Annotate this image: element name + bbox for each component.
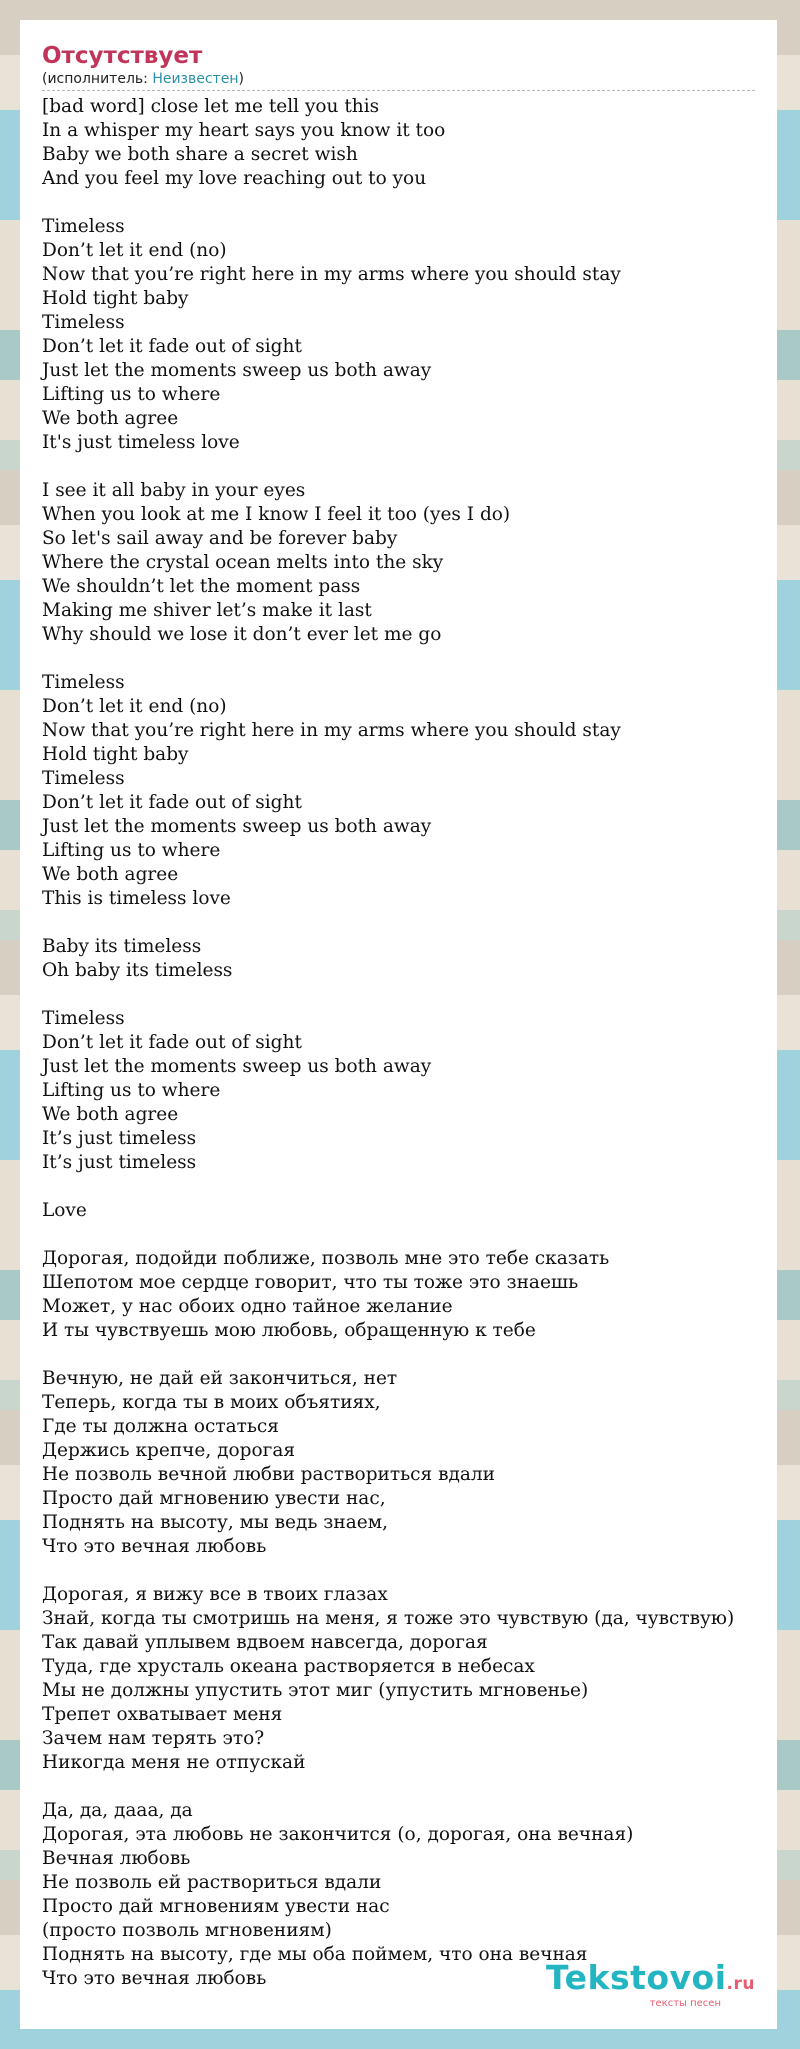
lyric-line: Timeless [42, 312, 125, 333]
lyric-line [42, 1343, 755, 1367]
lyric-line: Making me shiver let’s make it last [42, 600, 372, 621]
lyric-line [42, 647, 755, 671]
artist-link[interactable]: Неизвестен [152, 71, 239, 87]
lyric-line: Don’t let it fade out of sight [42, 792, 302, 813]
lyric-line: Just let the moments sweep us both away [42, 1056, 432, 1077]
lyric-line: Не позволь вечной любви раствориться вдали [42, 1464, 496, 1485]
lyric-line: Oh baby its timeless [42, 960, 233, 981]
lyric-line: Поднять на высоту, мы ведь знаем, [42, 1512, 388, 1533]
lyric-line: Don’t let it fade out of sight [42, 1032, 302, 1053]
lyric-line: Why should we lose it don’t ever let me go [42, 624, 442, 645]
lyric-line: Now that you’re right here in my arms where you should stay [42, 264, 621, 285]
lyric-line: Baby we both share a secret wish [42, 144, 358, 165]
logo-tld: .ru [726, 1974, 755, 1994]
artist-prefix: (исполнитель: [42, 71, 153, 87]
lyric-line: И ты чувствуешь мою любовь, обращенную к тебе [42, 1320, 536, 1341]
logo-wordmark [546, 1958, 755, 2001]
lyric-line: Don’t let it end (no) [42, 696, 227, 717]
lyric-line: Don’t let it end (no) [42, 240, 227, 261]
lyric-line [42, 1175, 755, 1199]
lyric-line: Lifting us to where [42, 840, 221, 861]
lyric-line: Timeless [42, 216, 125, 237]
lyric-line: When you look at me I know I feel it too (yes I do) [42, 504, 511, 525]
lyric-line: Вечная любовь [42, 1848, 191, 1869]
lyric-line: [bad word] close let me tell you this [42, 96, 380, 117]
lyric-line: Timeless [42, 1008, 125, 1029]
lyric-line: Timeless [42, 768, 125, 789]
lyric-line [42, 455, 755, 479]
lyric-line: Просто дай мгновению увести нас, [42, 1488, 386, 1509]
lyric-line: This is timeless love [42, 888, 231, 909]
site-logo[interactable] [546, 1958, 755, 2009]
lyric-line: Where the crystal ocean melts into the sky [42, 552, 444, 573]
lyric-line: Lifting us to where [42, 1080, 221, 1101]
lyric-line: Где ты должна остаться [42, 1416, 279, 1437]
lyric-line: Трепет охватывает меня [42, 1704, 283, 1725]
lyric-line: Baby its timeless [42, 936, 202, 957]
lyric-line: Туда, где хрусталь океана растворяется в небесах [42, 1656, 535, 1677]
lyric-line: Просто дай мгновениям увести нас [42, 1896, 390, 1917]
lyric-line: We both agree [42, 1104, 179, 1125]
lyric-line: Что это вечная любовь [42, 1968, 267, 1989]
lyric-line: Так давай уплывем вдвоем навсегда, дорогая [42, 1632, 488, 1653]
lyric-line: We both agree [42, 864, 179, 885]
lyric-line: Just let the moments sweep us both away [42, 360, 432, 381]
lyric-line [42, 1559, 755, 1583]
lyric-line: Не позволь ей раствориться вдали [42, 1872, 382, 1893]
lyric-line: Теперь, когда ты в моих объятиях, [42, 1392, 381, 1413]
lyric-line: Timeless [42, 672, 125, 693]
lyric-line: And you feel my love reaching out to you [42, 168, 427, 189]
lyric-line: Love [42, 1200, 87, 1221]
lyrics-text [42, 95, 755, 1991]
lyric-line: Hold tight baby [42, 744, 189, 765]
artist-line [42, 70, 755, 91]
lyrics-card [20, 20, 777, 2029]
lyric-line: Никогда меня не отпускай [42, 1752, 306, 1773]
lyric-line [42, 191, 755, 215]
lyric-line: I see it all baby in your eyes [42, 480, 306, 501]
lyric-line: Дорогая, эта любовь не закончится (о, дорогая, она вечная) [42, 1824, 634, 1845]
lyric-line: Вечную, не дай ей закончиться, нет [42, 1368, 398, 1389]
lyric-line: Дорогая, я вижу все в твоих глазах [42, 1584, 388, 1605]
lyric-line: Lifting us to where [42, 384, 221, 405]
artist-suffix: ) [238, 71, 244, 87]
lyric-line: Знай, когда ты смотришь на меня, я тоже это чувствую (да, чувствую) [42, 1608, 735, 1629]
lyric-line: It's just timeless love [42, 432, 240, 453]
lyric-line: Что это вечная любовь [42, 1536, 267, 1557]
lyric-line: It’s just timeless [42, 1152, 197, 1173]
lyric-line: Зачем нам терять это? [42, 1728, 265, 1749]
lyric-line [42, 1223, 755, 1247]
lyric-line: Now that you’re right here in my arms where you should stay [42, 720, 621, 741]
lyric-line: Держись крепче, дорогая [42, 1440, 296, 1461]
lyric-line: Don’t let it fade out of sight [42, 336, 302, 357]
lyric-line: Да, да, дааа, да [42, 1800, 193, 1821]
lyric-line: We both agree [42, 408, 179, 429]
lyric-line [42, 983, 755, 1007]
lyric-line: Шепотом мое сердце говорит, что ты тоже это знаешь [42, 1272, 579, 1293]
lyric-line: So let's sail away and be forever baby [42, 528, 398, 549]
song-title: Отсутствует [42, 43, 203, 69]
lyric-line: Дорогая, подойди поближе, позволь мне это тебе сказать [42, 1248, 610, 1269]
lyric-line: Может, у нас обоих одно тайное желание [42, 1296, 453, 1317]
lyric-line: It’s just timeless [42, 1128, 197, 1149]
lyric-line: Hold tight baby [42, 288, 189, 309]
lyric-line: (просто позволь мгновениям) [42, 1920, 332, 1941]
lyric-line [42, 1775, 755, 1799]
lyric-line: Мы не должны упустить этот миг (упустить мгновенье) [42, 1680, 589, 1701]
logo-name: Tekstovoi [546, 1958, 727, 1997]
logo-tagline: тексты песен [649, 1998, 721, 2009]
lyric-line: We shouldn’t let the moment pass [42, 576, 361, 597]
lyric-line [42, 911, 755, 935]
lyric-line: In a whisper my heart says you know it too [42, 120, 446, 141]
lyric-line: Поднять на высоту, где мы оба поймем, что она вечная [42, 1944, 588, 1965]
lyric-line: Just let the moments sweep us both away [42, 816, 432, 837]
